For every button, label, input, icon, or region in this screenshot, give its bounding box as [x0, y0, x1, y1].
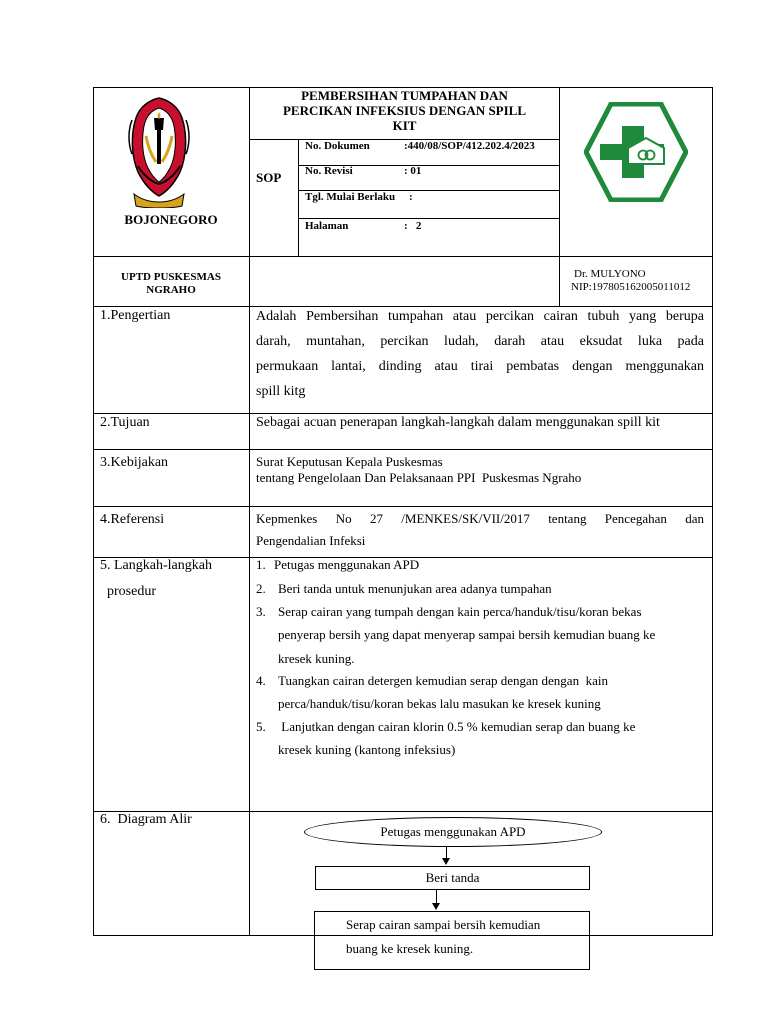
step-5-text-line2: kresek kuning (kantong infeksius) — [278, 742, 456, 757]
step-4-text-line1: Tuangkan cairan detergen kemudian serap dengan dengan kain — [278, 673, 608, 688]
region-name: BOJONEGORO — [124, 212, 218, 227]
step-3-number: 3. — [256, 604, 266, 619]
step-5-number: 5. — [256, 719, 266, 734]
pengertian-line-1: Adalah Pembersihan tumpahan atau percikan cairan tubuh yang berupa — [256, 309, 704, 324]
sop-label: SOP — [256, 170, 282, 185]
flow-node-absorb-line2: buang ke kresek kuning. — [346, 941, 474, 956]
referensi-line-2: Pengendalian Infeksi — [256, 533, 366, 548]
flow-arrowhead-1 — [442, 858, 450, 865]
pengertian-line-3: permukaan lantai, dinding atau tirai pembatas dengan menggunakan — [256, 359, 704, 374]
flow-node-start-label: Petugas menggunakan APD — [380, 824, 526, 839]
pengertian-line-2: darah, muntahan, percikan ludah, darah atau eksudat luka pada — [256, 334, 704, 349]
kebijakan-line-2: tentang Pengelolaan Dan Pelaksanaan PPI Puskesmas Ngraho — [256, 470, 582, 485]
step-1-text: Petugas menggunakan APD — [274, 557, 420, 572]
revision-label: No. Revisi — [305, 165, 353, 177]
step-2-text: Beri tanda untuk menunjukan area adanya tumpahan — [278, 581, 552, 596]
bojonegoro-crest-icon — [128, 96, 190, 208]
page-label: Halaman — [305, 220, 349, 232]
section-label-langkah-line1: 5. Langkah-langkah — [100, 558, 212, 573]
step-3-text-line2: penyerap bersih yang dapat menyerap sampai bersih kemudian buang ke — [278, 627, 656, 642]
referensi-line-1: Kepmenkes No 27 /MENKES/SK/VII/2017 tentang Pencegahan dan — [256, 511, 704, 526]
page-value: : 2 — [404, 220, 422, 232]
step-3-text-line1: Serap cairan yang tumpah dengan kain perca/handuk/tisu/koran bekas — [278, 604, 642, 619]
signer-nip: NIP:197805162005011012 — [571, 281, 691, 293]
section-label-diagram: 6. Diagram Alir — [100, 812, 192, 827]
section-label-langkah-line2: prosedur — [107, 584, 156, 599]
doc-no-label: No. Dokumen — [305, 140, 370, 152]
signer-name: Dr. MULYONO — [574, 268, 646, 280]
section-label-referensi: 4.Referensi — [100, 512, 165, 527]
flow-node-absorb-line1: Serap cairan sampai bersih kemudian — [346, 917, 541, 932]
section-label-pengertian: 1.Pengertian — [100, 308, 171, 323]
pengertian-line-4: spill kitg — [256, 384, 306, 399]
step-1-number: 1. — [256, 557, 266, 572]
section-label-tujuan: 2.Tujuan — [100, 415, 150, 430]
tujuan-text: Sebagai acuan penerapan langkah-langkah dalam menggunakan spill kit — [256, 415, 660, 430]
section-label-kebijakan: 3.Kebijakan — [100, 455, 169, 470]
sop-title-line1: PEMBERSIHAN TUMPAHAN DAN — [301, 88, 508, 103]
sop-title — [250, 88, 559, 133]
flow-node-mark-label: Beri tanda — [425, 870, 480, 885]
unit-name — [93, 271, 249, 297]
step-2-number: 2. — [256, 581, 266, 596]
unit-name-line2: NGRAHO — [146, 284, 196, 296]
step-3-text-line3: kresek kuning. — [278, 651, 355, 666]
start-date-value: : — [409, 191, 413, 203]
step-5-text-line1: Lanjutkan dengan cairan klorin 0.5 % kemudian serap dan buang ke — [278, 719, 636, 734]
sop-title-line2: PERCIKAN INFEKSIUS DENGAN SPILL — [282, 103, 527, 118]
unit-name-line1: UPTD PUSKESMAS — [121, 271, 221, 283]
revision-value: : 01 — [404, 165, 422, 177]
start-date-label: Tgl. Mulai Berlaku — [305, 191, 396, 203]
flow-arrowhead-2 — [432, 903, 440, 910]
sop-title-line3: KIT — [392, 118, 417, 133]
kebijakan-line-1: Surat Keputusan Kepala Puskesmas — [256, 454, 443, 469]
step-4-text-line2: perca/handuk/tisu/koran bekas lalu masukan ke kresek kuning — [278, 696, 601, 711]
green-cross-health-icon — [584, 102, 688, 202]
doc-no-value: :440/08/SOP/412.202.4/2023 — [404, 140, 535, 152]
step-4-number: 4. — [256, 673, 266, 688]
